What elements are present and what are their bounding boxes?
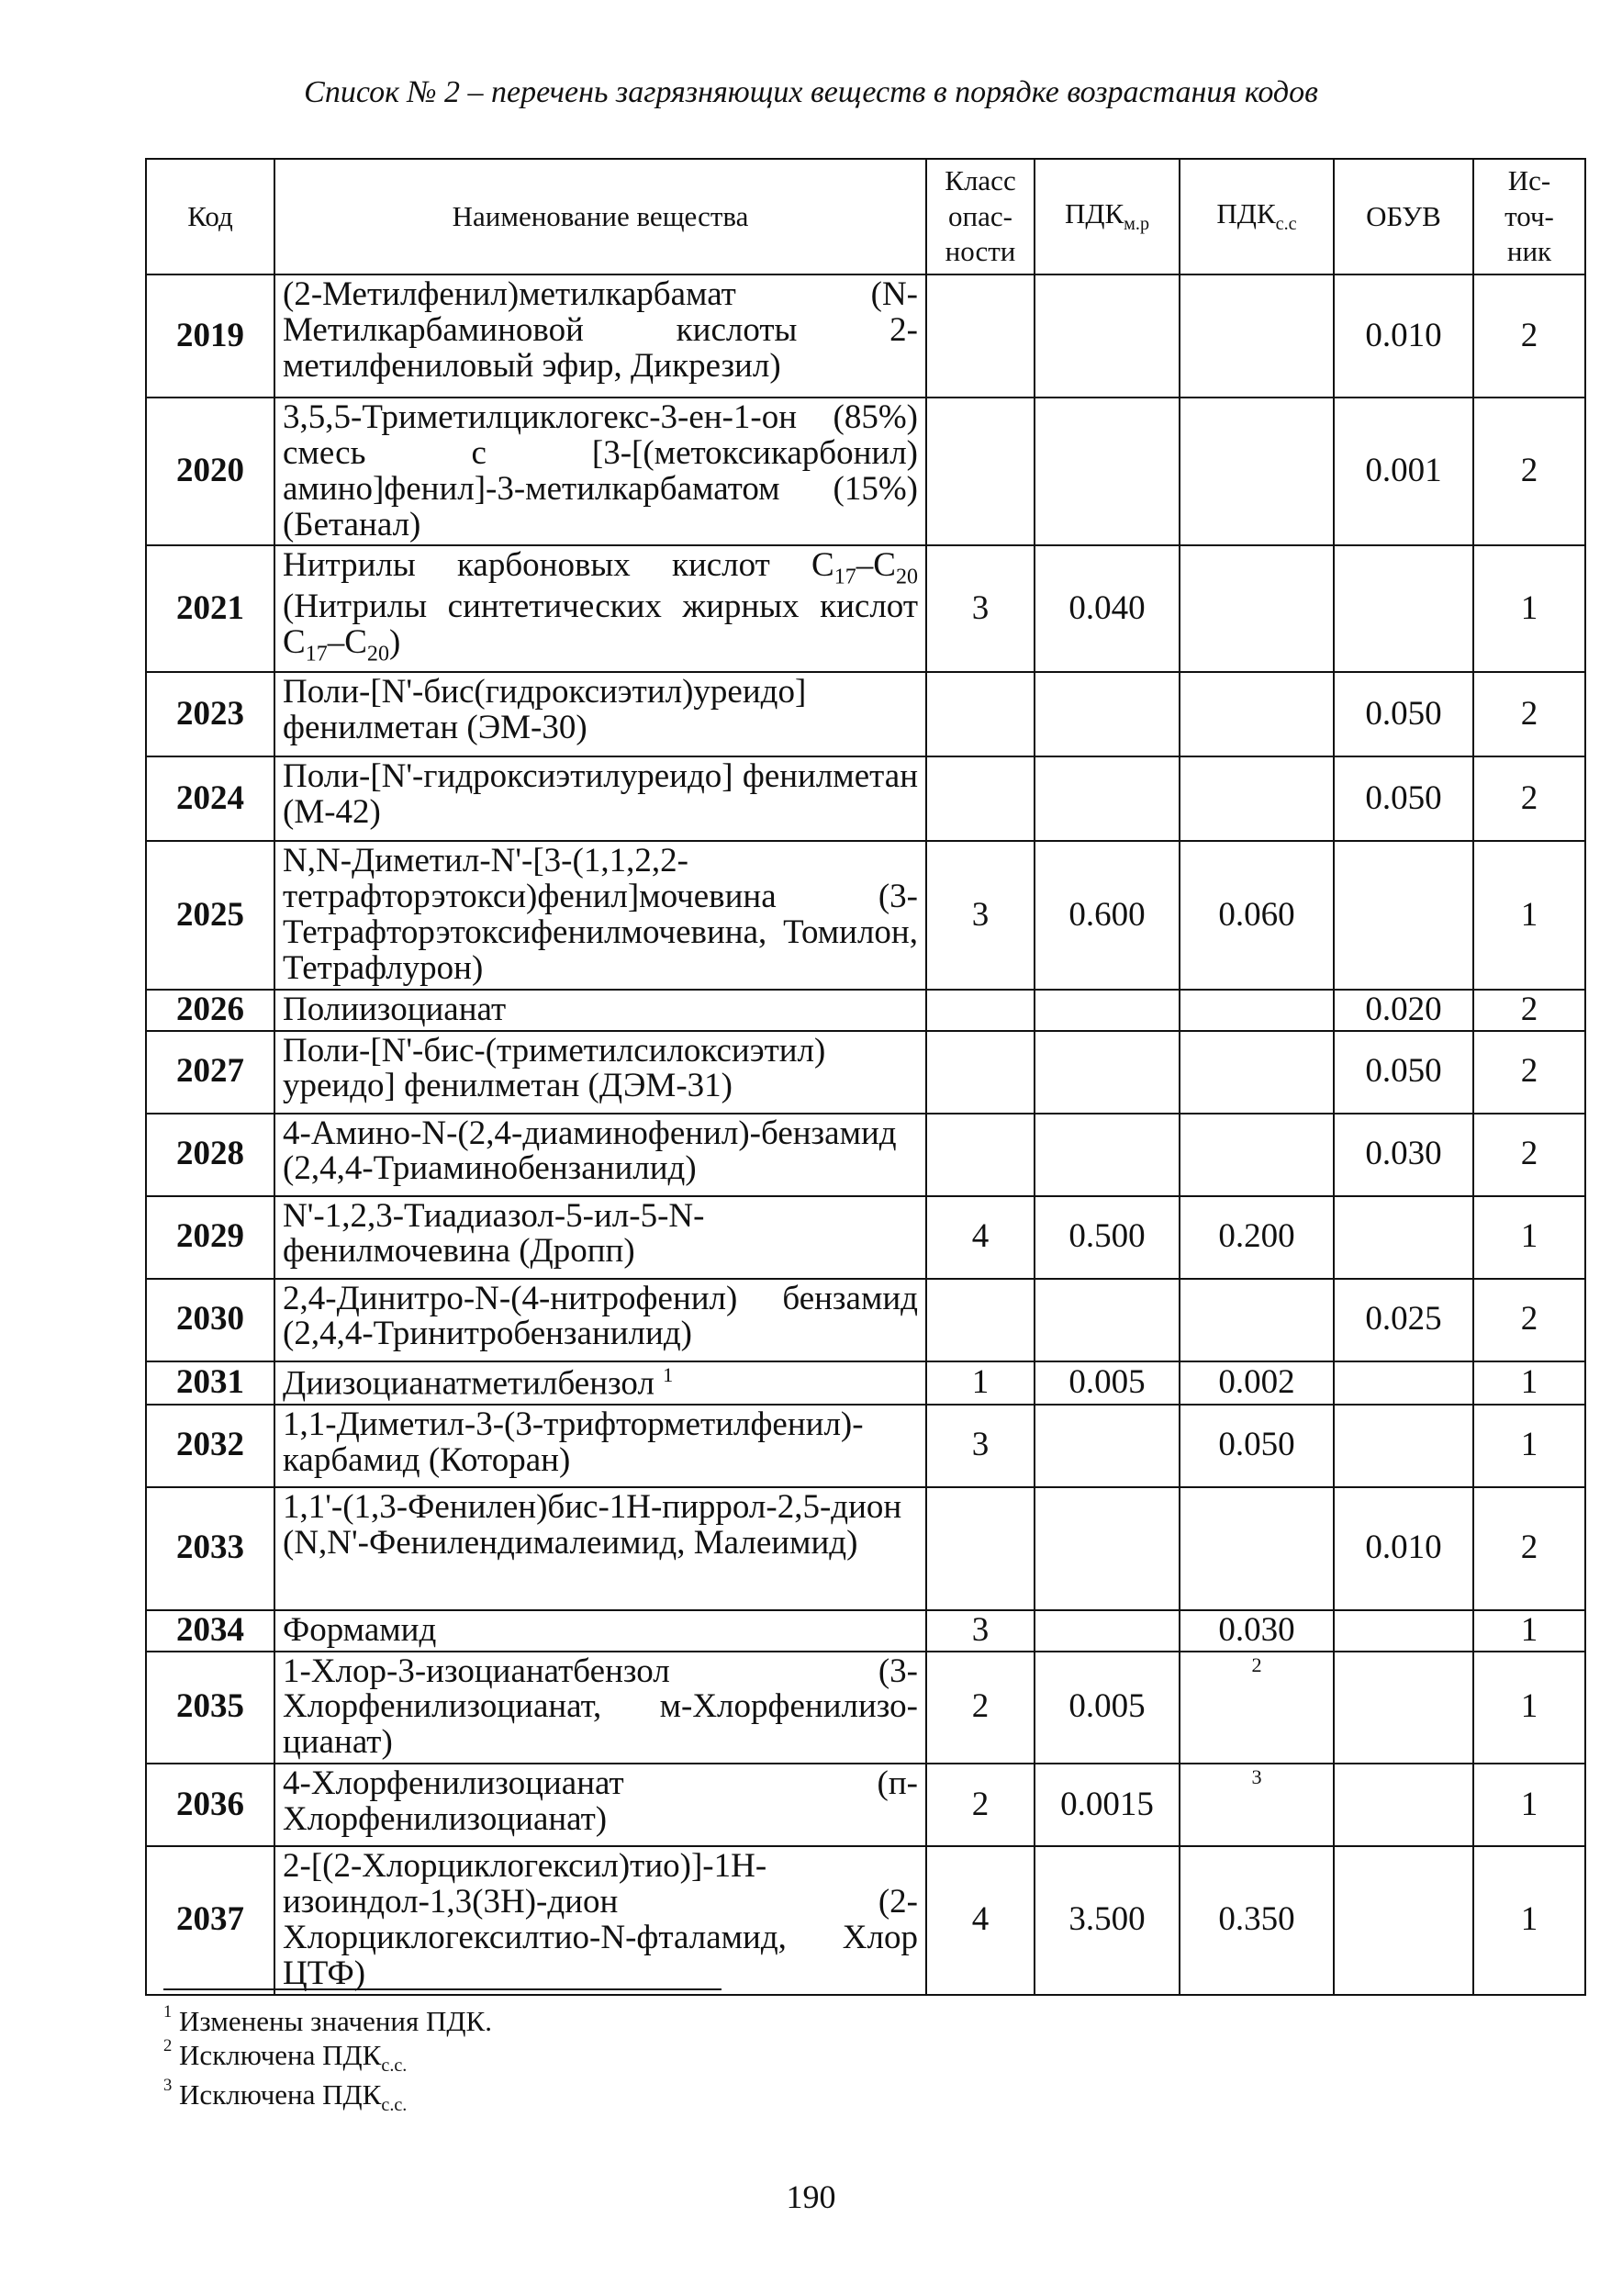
row-obuv — [1334, 1652, 1473, 1764]
row-name: 1-Хлор-3-изоцианатбензол (3-Хлорфенилизоцианат, м-Хлорфенилизо-цианат) — [274, 1652, 926, 1764]
row-source: 2 — [1473, 990, 1585, 1031]
footnote-separator — [163, 1988, 722, 1990]
footnote-item: $^2$ Исключена $ПДК_{с.с.}$ — [163, 2036, 408, 2077]
row-class — [926, 398, 1035, 545]
header-obuv: ОБУВ — [1334, 159, 1473, 274]
row-obuv — [1334, 1361, 1473, 1405]
page-heading: Список № 2 – перечень загрязняющих веществ в порядке возрастания кодов — [304, 75, 1318, 109]
row-class: 3 — [926, 545, 1035, 672]
table-row — [146, 756, 1585, 841]
table-row — [146, 672, 1585, 756]
row-pdk-ss — [1180, 545, 1334, 672]
table-row — [146, 1031, 1585, 1114]
row-obuv: 0.050 — [1334, 756, 1473, 841]
row-pdk-ss: 0.050 — [1180, 1405, 1334, 1487]
row-pdk-ss: 0.200 — [1180, 1196, 1334, 1279]
row-name: Нитрилы карбоновых кислот $С_{17}-С_{20}$ (Нитрилы синтетических жирных кислот $С_{17}-С_{20}$) — [274, 545, 926, 672]
header-name: Наименование вещества — [274, 159, 926, 274]
row-pdk-mr — [1035, 1610, 1180, 1652]
row-name: 3,5,5-Триметилциклогекс-3-ен-1-он (85%) смесь с [3-[(метоксикарбонил) амино]фенил]-3-метилкарбаматом (15%) (Бетанал) — [274, 398, 926, 545]
row-code: 2030 — [146, 1279, 274, 1361]
table-row — [146, 545, 1585, 672]
table-row — [146, 274, 1585, 398]
row-code: 2033 — [146, 1487, 274, 1610]
page-number: 190 — [786, 2178, 836, 2215]
row-code: 2026 — [146, 990, 274, 1031]
row-pdk-mr: 3.500 — [1035, 1846, 1180, 1994]
row-class: 2 — [926, 1764, 1035, 1846]
row-source: 1 — [1473, 1361, 1585, 1405]
row-obuv: 0.025 — [1334, 1279, 1473, 1361]
row-source: 2 — [1473, 1031, 1585, 1114]
row-source: 1 — [1473, 841, 1585, 989]
table-row — [146, 1114, 1585, 1196]
row-obuv: 0.050 — [1334, 1031, 1473, 1114]
row-obuv — [1334, 1846, 1473, 1994]
row-pdk-mr — [1035, 1114, 1180, 1196]
row-code: 2031 — [146, 1361, 274, 1405]
row-source: 1 — [1473, 1405, 1585, 1487]
table-row — [146, 990, 1585, 1031]
row-name: Поли-[N'-гидроксиэтилуреидо] фенилметан (М-42) — [274, 756, 926, 841]
table-row — [146, 1279, 1585, 1361]
row-name: Поли-[N'-бис(гидроксиэтил)уреидо] фенилметан (ЭМ-30) — [274, 672, 926, 756]
row-name: N,N-Диметил-N'-[3-(1,1,2,2-тетрафторэтокси)фенил]мочевина (3-Тетрафторэтоксифенилмочевина, Томилон, Тетрафлурон) — [274, 841, 926, 989]
row-pdk-mr: 0.005 — [1035, 1652, 1180, 1764]
table-row — [146, 1196, 1585, 1279]
row-obuv — [1334, 1405, 1473, 1487]
table-row — [146, 1846, 1585, 1994]
row-obuv — [1334, 1196, 1473, 1279]
row-class: 2 — [926, 1652, 1035, 1764]
table-row — [146, 1405, 1585, 1487]
table-row — [146, 1610, 1585, 1652]
row-pdk-mr — [1035, 1031, 1180, 1114]
row-name: 1,1'-(1,3-Фенилен)бис-1Н-пиррол-2,5-дион (N,N'-Фенилендималеимид, Малеимид) — [274, 1487, 926, 1610]
row-name: N'-1,2,3-Тиадиазол-5-ил-5-N-фенилмочевина (Дропп) — [274, 1196, 926, 1279]
row-code: 2035 — [146, 1652, 274, 1764]
row-obuv — [1334, 545, 1473, 672]
row-name: Поли-[N'-бис-(триметилсилоксиэтил) уреидо] фенилметан (ДЭМ-31) — [274, 1031, 926, 1114]
row-class: 3 — [926, 841, 1035, 989]
row-obuv: 0.030 — [1334, 1114, 1473, 1196]
row-obuv — [1334, 1610, 1473, 1652]
row-pdk-ss — [1180, 274, 1334, 398]
row-source: 2 — [1473, 756, 1585, 841]
footnote-ref: 2 — [1251, 1652, 1262, 1676]
row-pdk-mr — [1035, 274, 1180, 398]
row-class — [926, 990, 1035, 1031]
row-obuv: 0.010 — [1334, 274, 1473, 398]
row-code: 2029 — [146, 1196, 274, 1279]
row-source: 2 — [1473, 1279, 1585, 1361]
table-row — [146, 1361, 1585, 1405]
row-class: 3 — [926, 1405, 1035, 1487]
row-pdk-ss: 0.030 — [1180, 1610, 1334, 1652]
row-name: 4-Хлорфенилизоцианат (п-Хлорфенилизоцианат) — [274, 1764, 926, 1846]
row-source: 2 — [1473, 398, 1585, 545]
row-class — [926, 1487, 1035, 1610]
row-pdk-ss — [1180, 1114, 1334, 1196]
row-pdk-ss: 0.060 — [1180, 841, 1334, 989]
row-source: 1 — [1473, 1764, 1585, 1846]
row-name: (2-Метилфенил)метилкарбамат (N-Метилкарбаминовой кислоты 2-метилфениловый эфир, Дикрезил) — [274, 274, 926, 398]
row-source: 1 — [1473, 1652, 1585, 1764]
row-pdk-mr: 0.040 — [1035, 545, 1180, 672]
footnote-ref: 1 — [663, 1362, 674, 1386]
row-pdk-mr — [1035, 672, 1180, 756]
row-code: 2037 — [146, 1846, 274, 1994]
row-pdk-ss: 0.350 — [1180, 1846, 1334, 1994]
row-class: 4 — [926, 1846, 1035, 1994]
row-source: 1 — [1473, 545, 1585, 672]
row-pdk-mr — [1035, 1487, 1180, 1610]
row-name: Полиизоцианат — [274, 990, 926, 1031]
footnote-item: $^3$ Исключена $ПДК_{с.с.}$ — [163, 2075, 408, 2115]
row-pdk-mr: 0.500 — [1035, 1196, 1180, 1279]
row-class: 1 — [926, 1361, 1035, 1405]
footnote-ref: 3 — [1251, 1765, 1262, 1789]
row-name: 2-[(2-Хлорциклогексил)тио)]-1Н-изоиндол-1,3(3Н)-дион (2-Хлорциклогексилтио-N-фталамид, Хлор ЦТФ) — [274, 1846, 926, 1994]
row-pdk-mr: 0.600 — [1035, 841, 1180, 989]
footnote-item: $^1$ Изменены значения ПДК. — [163, 2002, 492, 2037]
row-source: 2 — [1473, 672, 1585, 756]
row-code: 2034 — [146, 1610, 274, 1652]
row-pdk-ss — [1180, 398, 1334, 545]
row-code: 2020 — [146, 398, 274, 545]
row-code: 2028 — [146, 1114, 274, 1196]
row-code: 2024 — [146, 756, 274, 841]
row-source: 1 — [1473, 1196, 1585, 1279]
row-source: 2 — [1473, 274, 1585, 398]
header-source: Ис- точ- ник — [1473, 159, 1585, 274]
row-class — [926, 672, 1035, 756]
row-obuv: 0.020 — [1334, 990, 1473, 1031]
row-code: 2027 — [146, 1031, 274, 1114]
row-source: 2 — [1473, 1114, 1585, 1196]
row-obuv: 0.010 — [1334, 1487, 1473, 1610]
row-pdk-ss — [1180, 672, 1334, 756]
row-source: 1 — [1473, 1846, 1585, 1994]
row-pdk-mr — [1035, 1279, 1180, 1361]
row-class — [926, 1114, 1035, 1196]
row-code: 2023 — [146, 672, 274, 756]
row-name: 1,1-Диметил-3-(3-трифторметилфенил)-карбамид (Которан) — [274, 1405, 926, 1487]
row-pdk-mr: 0.0015 — [1035, 1764, 1180, 1846]
row-class — [926, 1279, 1035, 1361]
table-row — [146, 1764, 1585, 1846]
row-pdk-mr — [1035, 990, 1180, 1031]
row-pdk-mr: 0.005 — [1035, 1361, 1180, 1405]
row-pdk-ss — [1180, 1487, 1334, 1610]
row-code: 2019 — [146, 274, 274, 398]
table-row — [146, 1652, 1585, 1764]
row-name: Диизоцианатметилбензол $^1$ — [274, 1361, 926, 1405]
row-pdk-ss — [1180, 1279, 1334, 1361]
row-pdk-ss — [1180, 1652, 1334, 1764]
row-name: Формамид — [274, 1610, 926, 1652]
header-pdk-ss: $ПДК_{с.с}$ — [1180, 159, 1334, 274]
row-class — [926, 756, 1035, 841]
row-pdk-mr — [1035, 756, 1180, 841]
row-code: 2025 — [146, 841, 274, 989]
row-class: 3 — [926, 1610, 1035, 1652]
row-name: 4-Амино-N-(2,4-диаминофенил)-бензамид (2,4,4-Триаминобензанилид) — [274, 1114, 926, 1196]
table-row — [146, 1487, 1585, 1610]
row-obuv: 0.050 — [1334, 672, 1473, 756]
row-obuv: 0.001 — [1334, 398, 1473, 545]
row-pdk-ss — [1180, 756, 1334, 841]
header-code: Код — [146, 159, 274, 274]
header-pdk-mr: $ПДК_{м.р}$ — [1035, 159, 1180, 274]
row-class — [926, 274, 1035, 398]
row-source: 1 — [1473, 1610, 1585, 1652]
row-obuv — [1334, 841, 1473, 989]
table-row — [146, 398, 1585, 545]
substances-table — [145, 158, 1586, 1996]
row-name: 2,4-Динитро-N-(4-нитрофенил) бензамид (2,4,4-Тринитробензанилид) — [274, 1279, 926, 1361]
row-pdk-ss — [1180, 1031, 1334, 1114]
row-pdk-mr — [1035, 1405, 1180, 1487]
table-row — [146, 841, 1585, 989]
header-hazard-class: Класс опас- ности — [926, 159, 1035, 274]
row-code: 2036 — [146, 1764, 274, 1846]
row-pdk-ss: 0.002 — [1180, 1361, 1334, 1405]
row-obuv — [1334, 1764, 1473, 1846]
row-pdk-mr — [1035, 398, 1180, 545]
row-code: 2032 — [146, 1405, 274, 1487]
row-source: 2 — [1473, 1487, 1585, 1610]
table-header-row — [146, 159, 1585, 274]
row-class — [926, 1031, 1035, 1114]
row-code: 2021 — [146, 545, 274, 672]
footnotes — [163, 2004, 492, 2116]
row-class: 4 — [926, 1196, 1035, 1279]
row-pdk-ss — [1180, 1764, 1334, 1846]
row-pdk-ss — [1180, 990, 1334, 1031]
